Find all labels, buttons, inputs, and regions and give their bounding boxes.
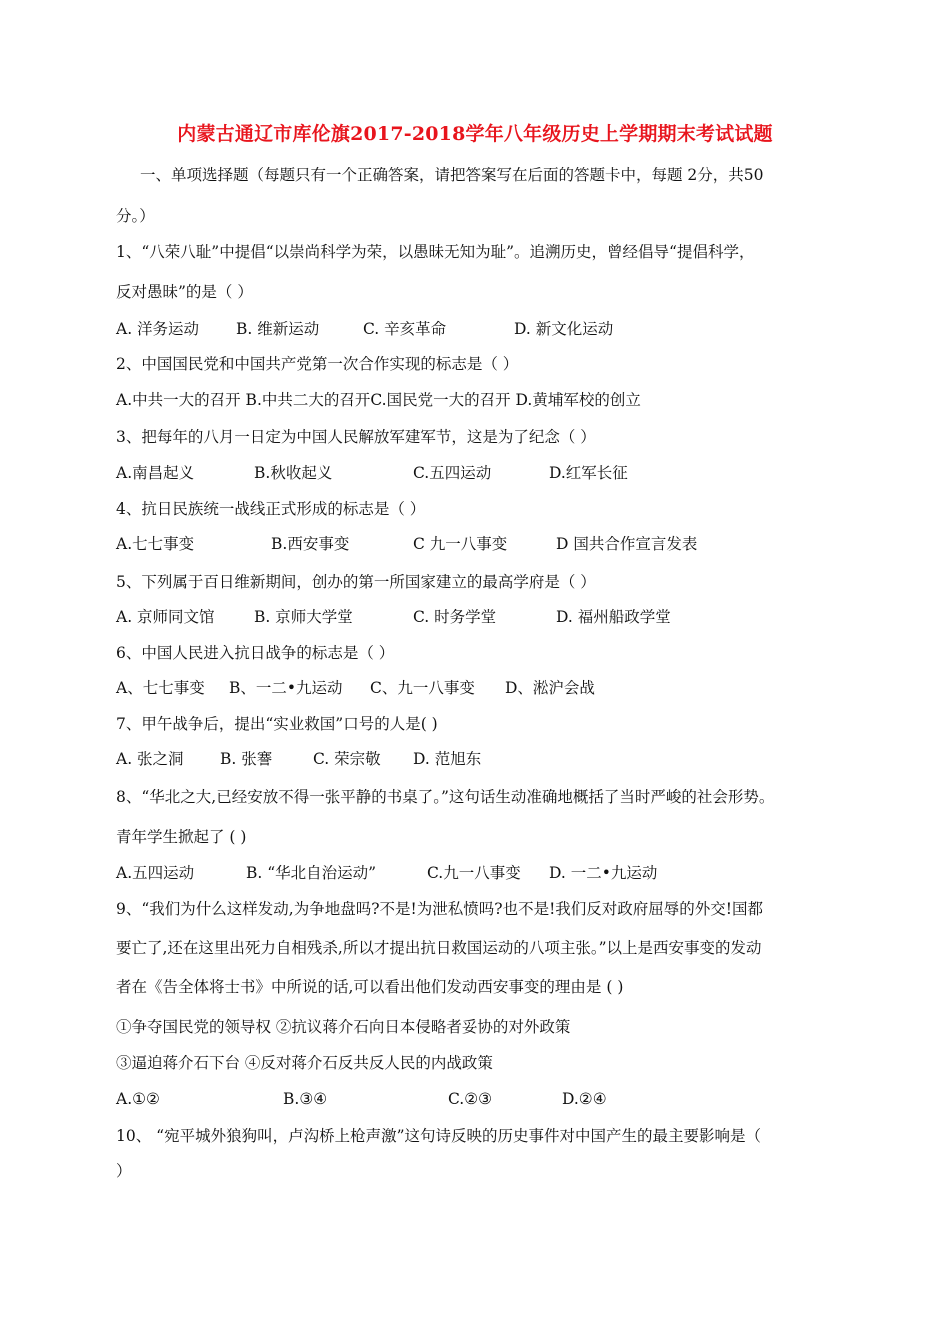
document-title: 内蒙古通辽市库伦旗2017-2018学年八年级历史上学期期末考试试题 [177, 123, 773, 145]
question-5-text: 5、下列属于百日维新期间，创办的第一所国家建立的最高学府是（ ） [116, 573, 596, 591]
section-heading: 分。） [116, 207, 155, 225]
question-1-text: 1、“八荣八耻”中提倡“以崇尚科学为荣，以愚昧无知为耻”。追溯历史，曾经倡导“提倡科学， [116, 243, 755, 261]
option-5-b: B. 京师大学堂 [254, 608, 353, 626]
question-1-text: 反对愚昧”的是（ ） [116, 283, 253, 301]
option-1-b: B. 维新运动 [236, 320, 320, 338]
option-7-d: D. 范旭东 [413, 750, 482, 768]
question-8-text: 青年学生掀起了 ( ) [116, 828, 247, 846]
question-9-text: ③逼迫蒋介石下台 ④反对蒋介石反共反人民的内战政策 [116, 1054, 493, 1072]
question-4-text: 4、抗日民族统一战线正式形成的标志是（ ） [116, 500, 426, 518]
section-heading: 一、单项选择题（每题只有一个正确答案，请把答案写在后面的答题卡中，每题 2分，共50 [140, 166, 764, 184]
question-6-text: 6、中国人民进入抗日战争的标志是（ ） [116, 644, 395, 662]
option-3-c: C.五四运动 [413, 464, 492, 482]
option-4-a: A.七七事变 [116, 535, 195, 553]
option-8-c: C.九一八事变 [427, 864, 521, 882]
question-7-options [116, 747, 854, 771]
option-9-a: A.①② [116, 1090, 160, 1108]
option-7-b: B. 张謇 [220, 750, 273, 768]
option-7-a: A. 张之洞 [116, 750, 184, 768]
option-3-d: D.红军长征 [549, 464, 628, 482]
option-6-a: A、七七事变 [116, 679, 205, 697]
option-1-a: A. 洋务运动 [116, 320, 200, 338]
option-4-c: C 九一八事变 [413, 535, 508, 553]
option-9-b: B.③④ [283, 1090, 328, 1108]
question-3-options [116, 461, 854, 485]
option-9-d: D.②④ [562, 1090, 607, 1108]
option-4-b: B.西安事变 [271, 535, 350, 553]
question-7-text: 7、甲午战争后，提出“实业救国”口号的人是( ) [116, 715, 438, 733]
option-6-c: C、九一八事变 [370, 679, 475, 697]
option-6-b: B、一二•九运动 [229, 679, 343, 697]
option-8-b: B. “华北自治运动” [246, 864, 377, 882]
option-3-a: A.南昌起义 [116, 464, 195, 482]
question-4-options [116, 532, 854, 556]
option-7-c: C. 荣宗敬 [313, 750, 381, 768]
question-2-options [116, 388, 854, 412]
question-10-text: ） [116, 1162, 132, 1180]
option-6-d: D、淞沪会战 [505, 679, 595, 697]
option-5-a: A. 京师同文馆 [116, 608, 215, 626]
question-9-text: ①争夺国民党的领导权 ②抗议蒋介石向日本侵略者妥协的对外政策 [116, 1018, 571, 1036]
question-2-text: 2、中国国民党和中国共产党第一次合作实现的标志是（ ） [116, 355, 519, 373]
option-5-d: D. 福州船政学堂 [556, 608, 671, 626]
option-8-a: A.五四运动 [116, 864, 195, 882]
question-6-options [116, 676, 854, 700]
option-1-d: D. 新文化运动 [514, 320, 614, 338]
option-2-a: A.中共一大的召开 B.中共二大的召开C.国民党一大的召开 D.黄埔军校的创立 [116, 391, 641, 409]
option-4-d: D 国共合作宣言发表 [556, 535, 698, 553]
question-1-options [116, 317, 854, 341]
option-3-b: B.秋收起义 [254, 464, 333, 482]
question-8-options [116, 861, 854, 885]
option-8-d: D. 一二•九运动 [549, 864, 658, 882]
question-10-text: 10、 “宛平城外狼狗叫，卢沟桥上枪声激”这句诗反映的历史事件对中国产生的最主要影响是（ [116, 1127, 762, 1145]
question-5-options [116, 605, 854, 629]
option-9-c: C.②③ [448, 1090, 493, 1108]
question-9-text: 者在《告全体将士书》中所说的话,可以看出他们发动西安事变的理由是 ( ) [116, 978, 624, 996]
question-9-options [116, 1087, 854, 1111]
question-3-text: 3、把每年的八月一日定为中国人民解放军建军节，这是为了纪念（ ） [116, 428, 596, 446]
question-8-text: 8、“华北之大,已经安放不得一张平静的书桌了。”这句话生动准确地概括了当时严峻的社会形势。 [116, 788, 775, 806]
question-9-text: 要亡了,还在这里出死力自相残杀,所以才提出抗日救国运动的八项主张。”以上是西安事变的发动 [116, 939, 762, 957]
question-9-text: 9、“我们为什么这样发动,为争地盘吗?不是!为泄私愤吗?也不是!我们反对政府屈辱的外交!国都 [116, 900, 764, 918]
option-5-c: C. 时务学堂 [413, 608, 497, 626]
option-1-c: C. 辛亥革命 [363, 320, 447, 338]
